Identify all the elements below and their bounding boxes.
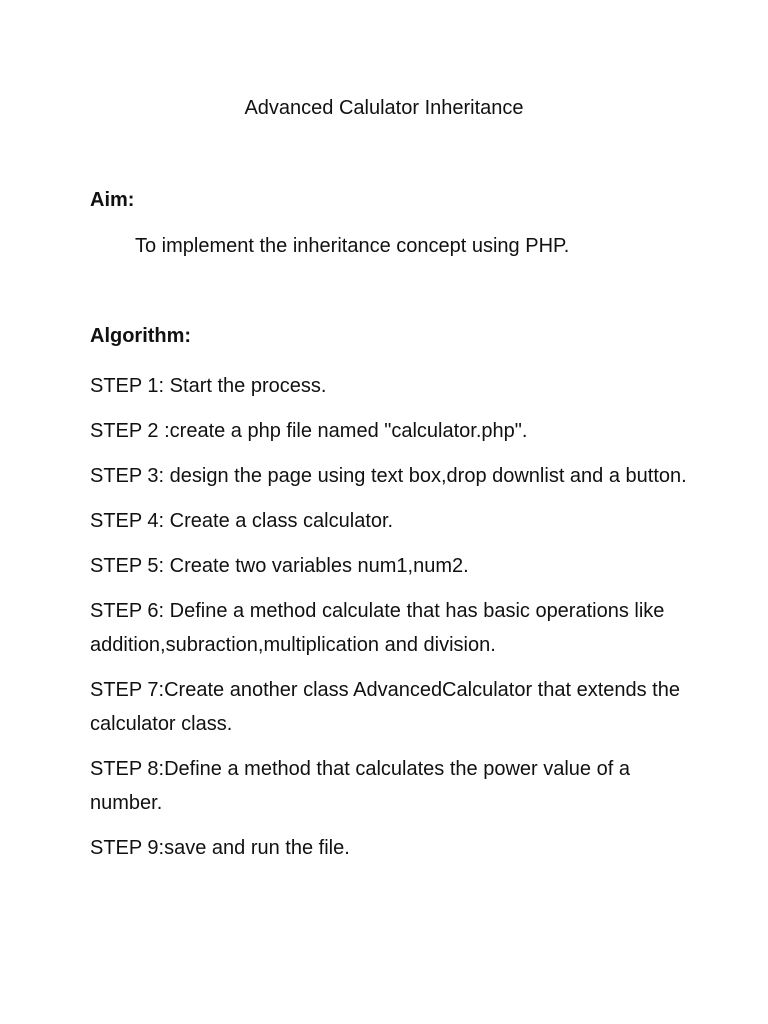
aim-heading: Aim: [90,189,135,211]
algorithm-heading: Algorithm: [90,325,192,347]
step-9: STEP 9:save and run the file. [90,837,350,859]
step-1: STEP 1: Start the process. [90,375,327,397]
step-5: STEP 5: Create two variables num1,num2. [90,555,469,577]
step-2: STEP 2 :create a php file named "calculator.php". [90,420,528,442]
step-7: STEP 7:Create another class AdvancedCalculator that extends the calculator class. [90,679,680,735]
document-title: Advanced Calulator Inheritance [244,97,524,119]
algorithm-steps-list [90,369,690,876]
aim-text: To implement the inheritance concept using PHP. [135,235,570,257]
step-8: STEP 8:Define a method that calculates the power value of a number. [90,758,630,814]
step-4: STEP 4: Create a class calculator. [90,510,394,532]
step-3: STEP 3: design the page using text box,drop downlist and a button. [90,465,687,487]
step-6: STEP 6: Define a method calculate that has basic operations like addition,subraction,multiplication and division. [90,600,665,656]
